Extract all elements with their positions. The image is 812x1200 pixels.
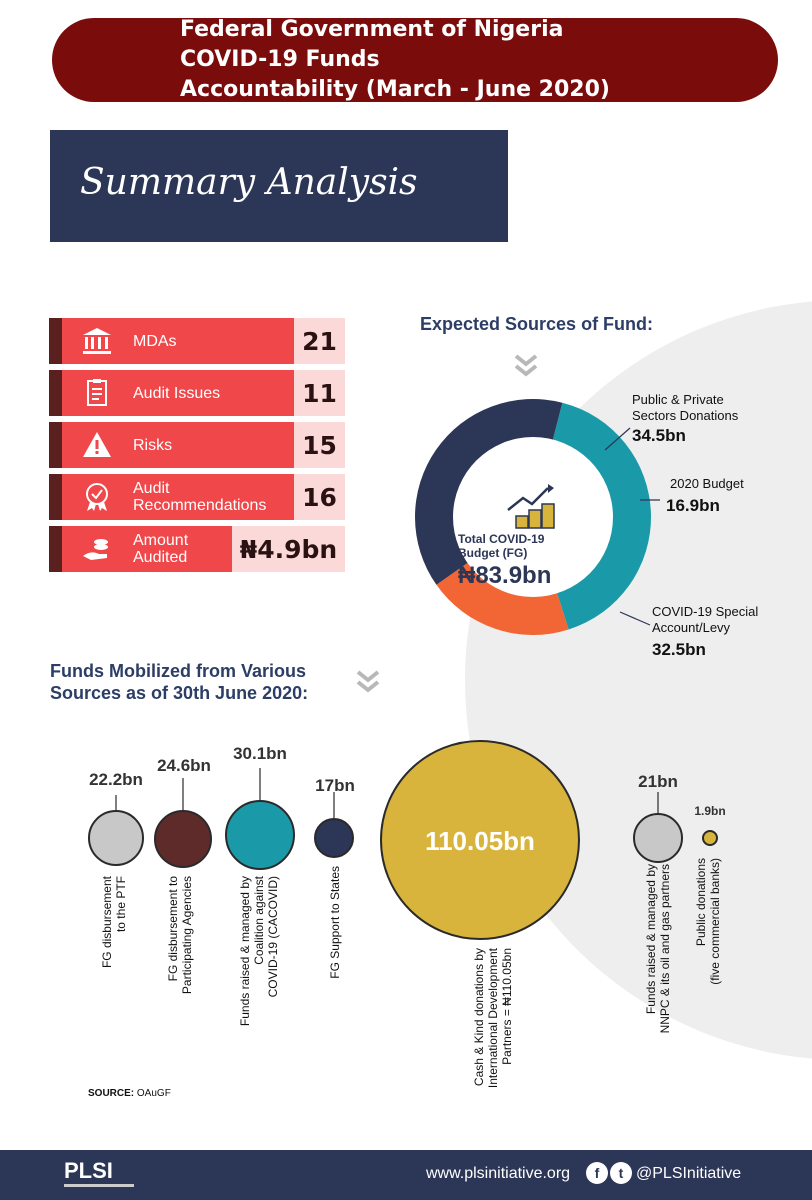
bubble-value-agencies: 24.6bn: [157, 756, 211, 775]
row-stripe: [49, 526, 62, 572]
clipboard-icon: [81, 378, 113, 408]
summary-title: Summary Analysis: [80, 162, 418, 203]
award-badge-icon: [81, 482, 113, 512]
stat-label: MDAs: [133, 332, 177, 350]
logo-underline: [64, 1184, 134, 1187]
website-link[interactable]: www.plsinitiative.org: [426, 1165, 571, 1182]
chevron-down-icon: [354, 668, 382, 696]
item-label-commercial-banks: Public donations (five commercial banks): [694, 858, 722, 985]
stat-row-risks: [49, 422, 345, 468]
chevron-down-icon: [512, 352, 540, 380]
row-stripe: [49, 318, 62, 364]
source-note: [88, 1088, 171, 1099]
bubble-ptf: [88, 810, 144, 866]
stat-row-amount-audited: [49, 526, 345, 572]
stat-value: 15: [294, 422, 345, 468]
item-label-states: FG Support to States: [328, 866, 342, 979]
bubble-value-development-partners: 110.05bn: [425, 826, 535, 856]
stat-row-audit-issues: [49, 370, 345, 416]
source-value: OAuGF: [136, 1088, 171, 1099]
bubble-value-nnpc: 21bn: [638, 772, 678, 791]
donut-center-label: Total COVID-19 Budget (FG): [458, 532, 545, 560]
bubble-value-states: 17bn: [315, 776, 355, 795]
bubble-states: [314, 818, 354, 858]
stat-label: Risks: [133, 436, 173, 454]
stat-label: Audit Issues: [133, 384, 221, 402]
row-stripe: [49, 422, 62, 468]
expected-heading: Expected Sources of Fund:: [420, 314, 654, 334]
bubble-value-ptf: 22.2bn: [89, 770, 143, 789]
social-handle[interactable]: @PLSInitiative: [636, 1165, 742, 1182]
stat-value: 21: [294, 318, 345, 364]
money-hand-icon: [81, 534, 113, 564]
budget-donut-chart: [408, 392, 658, 642]
stat-row-audit-recommendations: [49, 474, 345, 520]
stat-value: ₦4.9bn: [232, 526, 345, 572]
bubble-cacovid: [225, 800, 295, 870]
stat-label: Amount Audited: [133, 532, 189, 566]
bubble-agencies: [154, 810, 212, 868]
item-label-development-partners: Cash & Kind donations by International Development Partners = ₦110.05bn: [472, 948, 514, 1089]
source-label-budget: 2020 Budget: [670, 476, 744, 491]
warning-icon: [81, 430, 113, 460]
source-value-budget: 16.9bn: [666, 496, 720, 515]
twitter-icon[interactable]: t: [610, 1162, 632, 1184]
stat-value: 11: [294, 370, 345, 416]
page-title: Federal Government of Nigeria COVID-19 Funds Accountability (March - June 2020): [180, 17, 610, 102]
item-label-agencies: FG disbursement to Participating Agencies: [166, 876, 194, 995]
source-value-levy: 32.5bn: [652, 640, 706, 659]
building-icon: [81, 326, 113, 356]
stat-value: 16: [294, 474, 345, 520]
stat-row-mdas: [49, 318, 345, 364]
donut-center-total: ₦83.9bn: [458, 562, 552, 589]
source-value-donations: 34.5bn: [632, 426, 686, 445]
row-stripe: [49, 370, 62, 416]
donut-svg: [408, 392, 658, 642]
summary-box: [50, 130, 508, 242]
source-label-levy: COVID-19 Special Account/Levy: [652, 604, 759, 635]
facebook-icon[interactable]: f: [586, 1162, 608, 1184]
row-stripe: [49, 474, 62, 520]
bubble-commercial-banks: [702, 830, 718, 846]
footer: [0, 1150, 812, 1200]
item-label-nnpc: Funds raised & managed by NNPC & its oil and gas partners: [644, 864, 672, 1034]
mobilized-heading: Funds Mobilized from Various Sources as of 30th June 2020:: [50, 661, 309, 703]
bubble-value-commercial-banks: 1.9bn: [694, 804, 726, 818]
bubble-nnpc: [633, 813, 683, 863]
source-label: SOURCE:: [88, 1088, 135, 1099]
item-label-ptf: FG disbursement to the PTF: [100, 876, 128, 969]
bubble-value-cacovid: 30.1bn: [233, 744, 287, 763]
title-banner: [52, 18, 778, 102]
stat-label: Audit Recommendations: [133, 480, 267, 514]
item-label-cacovid: Funds raised & managed by Coalition against COVID-19 (CACOVID): [238, 876, 280, 1027]
source-label-donations: Public & Private Sectors Donations: [632, 392, 739, 423]
plsi-logo: PLSI: [64, 1158, 113, 1183]
